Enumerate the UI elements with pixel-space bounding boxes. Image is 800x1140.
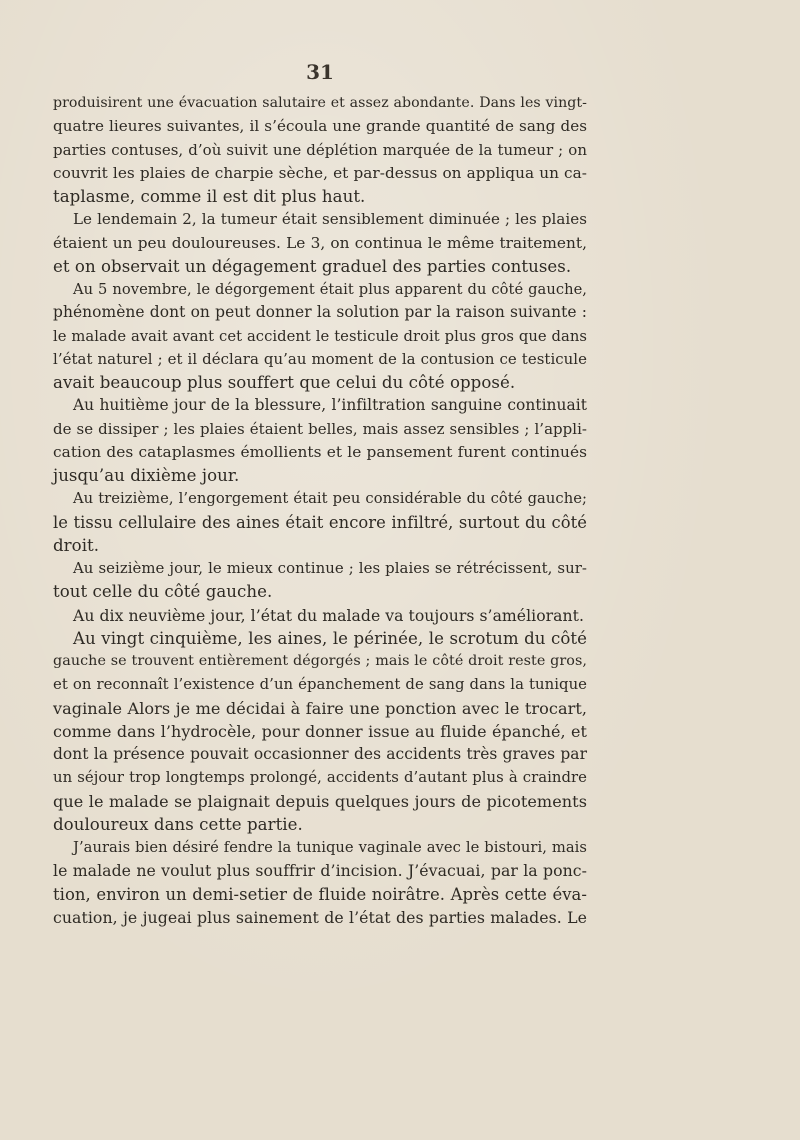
text-line: Au vingt cinquième, les aines, le périnée, le scrotum du côté xyxy=(73,628,587,648)
text-line: couvrit les plaies de charpie sèche, et par-dessus on appliqua un ca- xyxy=(53,163,587,182)
text-line: Au 5 novembre, le dégorgement était plus apparent du côté gauche, xyxy=(73,281,587,298)
text-line: de se dissiper ; les plaies étaient belles, mais assez sensibles ; l’appli- xyxy=(53,419,587,438)
text-line: Au seizième jour, le mieux continue ; les plaies se rétrécissent, sur- xyxy=(73,559,587,577)
text-line: J’aurais bien désiré fendre la tunique vaginale avec le bistouri, mais xyxy=(73,839,587,856)
text-line: et on observait un dégagement graduel des parties contuses. xyxy=(53,256,572,276)
text-line: Le lendemain 2, la tumeur était sensiblement diminuée ; les plaies xyxy=(73,210,587,229)
text-line: tion, environ un demi-setier de fluide noirâtre. Après cette éva- xyxy=(53,884,587,904)
text-line: cation des cataplasmes émollients et le pansement furent continués xyxy=(53,442,587,461)
text-line: que le malade se plaignait depuis quelques jours de picotements xyxy=(53,791,587,811)
text-line: taplasme, comme il est dit plus haut. xyxy=(53,187,366,206)
text-line: l’état naturel ; et il déclara qu’au moment de la contusion ce testicule xyxy=(53,349,587,368)
text-line: douloureux dans cette partie. xyxy=(53,814,303,834)
text-line: jusqu’au dixième jour. xyxy=(53,466,240,485)
text-line: quatre lieures suivantes, il s’écoula une grande quantité de sang des xyxy=(53,117,587,136)
page-number: 31 xyxy=(306,60,334,84)
text-line: gauche se trouvent entièrement dégorgés ; mais le côté droit reste gros, xyxy=(53,653,587,669)
text-line: cuation, je jugeai plus sainement de l’état des parties malades. Le xyxy=(53,907,587,927)
text-line: produisirent une évacuation salutaire et assez abondante. Dans les vingt- xyxy=(53,95,587,111)
text-line: le malade ne voulut plus souffrir d’incision. J’évacuai, par la ponc- xyxy=(53,861,587,881)
text-line: un séjour trop longtemps prolongé, accidents d’autant plus à craindre xyxy=(53,769,587,787)
text-line: et on reconnaît l’existence d’un épanchement de sang dans la tunique xyxy=(53,676,587,694)
text-line: parties contuses, d’où suivit une déplétion marquée de la tumeur ; on xyxy=(53,140,587,159)
text-line: comme dans l’hydrocèle, pour donner issue au fluide épanché, et xyxy=(53,721,587,741)
text-line: phénomène dont on peut donner la solution par la raison suivante : xyxy=(53,303,587,322)
text-line: droit. xyxy=(53,535,100,555)
text-line: Au treizième, l’engorgement était peu considérable du côté gauche; xyxy=(73,490,587,508)
text-line: avait beaucoup plus souffert que celui du côté opposé. xyxy=(53,373,516,392)
text-line: dont la présence pouvait occasionner des accidents très graves par xyxy=(53,745,587,763)
text-line: étaient un peu douloureuses. Le 3, on continua le même traitement, xyxy=(53,233,587,252)
text-line: le malade avait avant cet accident le testicule droit plus gros que dans xyxy=(53,327,587,345)
text-line: Au huitième jour de la blessure, l’infiltration sanguine continuait xyxy=(73,396,587,415)
text-line: Au dix neuvième jour, l’état du malade va toujours s’améliorant. xyxy=(73,605,584,625)
text-line: vaginale Alors je me décidai à faire une ponction avec le trocart, xyxy=(53,698,587,718)
body-text xyxy=(53,92,587,929)
text-line: tout celle du côté gauche. xyxy=(53,582,273,602)
text-line: le tissu cellulaire des aines était encore infiltré, surtout du côté xyxy=(53,512,587,532)
